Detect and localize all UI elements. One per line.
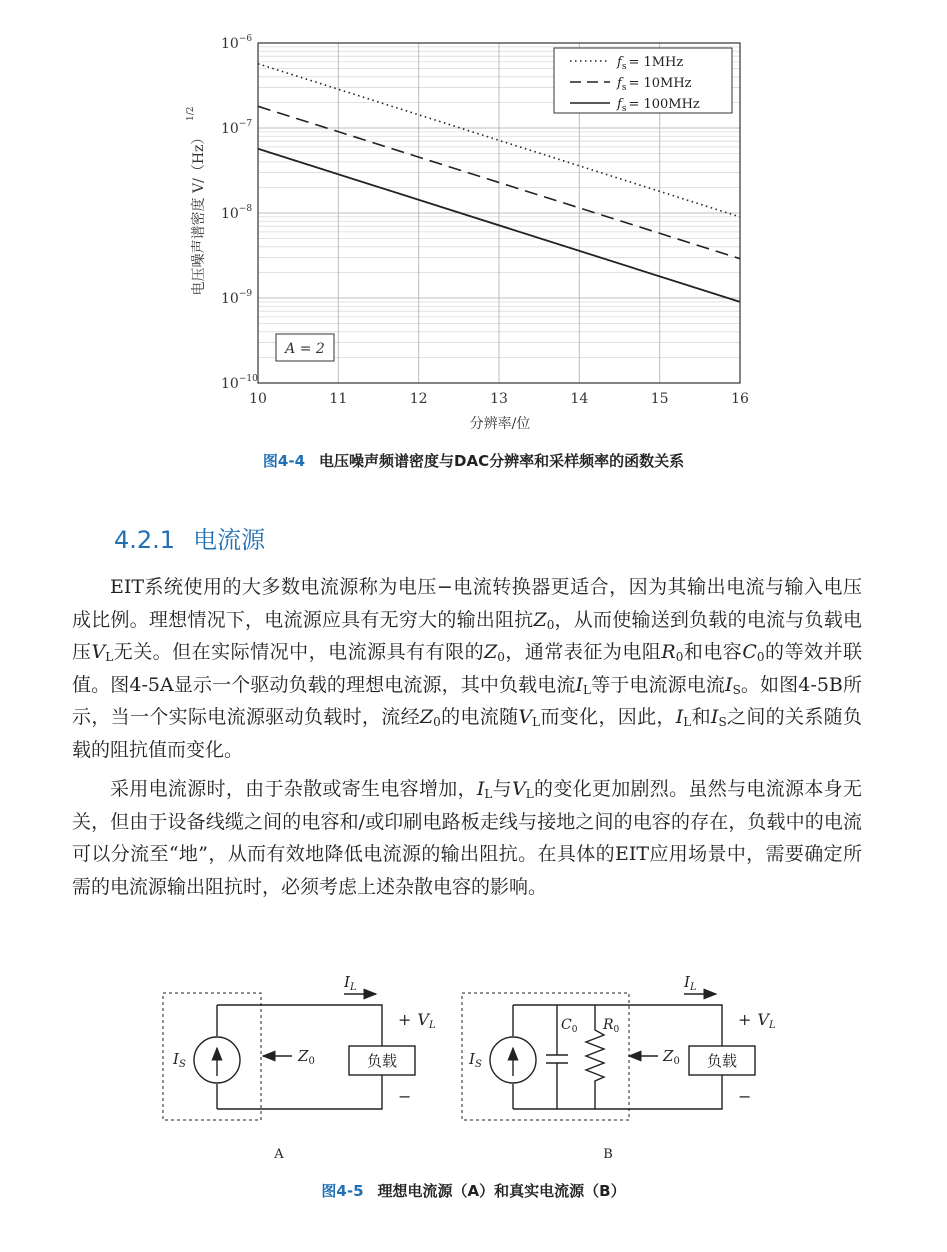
symbol: I <box>575 673 584 696</box>
text-run: 无关。但在实际情况中，电流源具有有限的 <box>113 641 485 664</box>
y-tick-labels <box>221 34 258 392</box>
symbol: C <box>742 641 757 664</box>
figure-4-5-number: 图4-5 <box>321 1182 364 1200</box>
vl-subscript: L <box>768 1020 776 1031</box>
y-axis-label: 电压噪声谱密度 V/（Hz） <box>191 130 207 296</box>
text-run: EIT系统使用的大多数电流源称为电压−电流转换器更适合，因为其输出电流与输入电压成比例。理想情况下，电流源应具有无穷大的输出阻抗 <box>72 576 862 631</box>
il-symbol: I <box>684 973 690 991</box>
subscript: L <box>525 787 534 801</box>
is-label-a <box>172 1050 186 1070</box>
x-tick-label: 16 <box>731 391 749 407</box>
is-subscript: S <box>178 1059 186 1070</box>
section-heading <box>114 520 265 555</box>
vl-label-b <box>738 1010 776 1031</box>
y-tick-label: $10^{-6}$ <box>221 34 253 52</box>
vl-subscript: L <box>428 1020 436 1031</box>
text-run: 之间的关系随负载的阻抗值而变化。 <box>72 706 862 761</box>
y-tick-label: $10^{-7}$ <box>221 119 253 137</box>
subscript: 0 <box>546 617 555 632</box>
text-run: 而变化，因此， <box>540 706 676 729</box>
c0-subscript: 0 <box>571 1025 578 1035</box>
y-tick-label: $10^{-8}$ <box>221 204 253 222</box>
z0-subscript: 0 <box>308 1056 315 1067</box>
paragraph-1 <box>72 571 862 767</box>
il-subscript: L <box>689 982 697 993</box>
il-subscript: L <box>349 982 357 993</box>
text-run: 的等效并联值。图4-5A显示一个驱动负载的理想电流源，其中负载电流 <box>72 641 862 696</box>
c0-label <box>561 1017 578 1035</box>
z0-symbol: Z <box>663 1047 674 1065</box>
x-tick-label: 13 <box>490 391 508 407</box>
text-run: 和 <box>691 706 711 729</box>
paragraph-2 <box>72 773 862 903</box>
x-axis-label: 分辨率/位 <box>469 416 531 432</box>
annotation-text: A = 2 <box>285 341 325 357</box>
symbol: I <box>476 778 485 800</box>
legend-label-2: $f_s = 10MHz$ <box>617 76 692 93</box>
subscript: 0 <box>433 715 441 730</box>
circuit-a-labels <box>172 973 436 1162</box>
r0-symbol: R <box>603 1017 614 1033</box>
section-number: 4.2.1 <box>114 526 176 554</box>
subscript: L <box>532 715 541 730</box>
symbol: Z <box>533 608 547 631</box>
annotation-a <box>276 334 334 361</box>
minus-label-a: − <box>398 1087 412 1106</box>
subscript: 0 <box>675 650 684 665</box>
wire-bottom-b <box>513 1075 722 1109</box>
panel-b-label: B <box>603 1147 613 1162</box>
noise-density-chart <box>0 0 947 440</box>
y-tick-label: $10^{-10}$ <box>221 374 258 392</box>
r0-subscript: 0 <box>613 1025 620 1035</box>
resistor-r0 <box>586 1005 604 1109</box>
z0-subscript: 0 <box>673 1056 680 1067</box>
figure-4-4-caption <box>0 450 947 471</box>
vl-symbol: V <box>417 1010 429 1029</box>
subscript: L <box>583 682 592 697</box>
symbol: Z <box>484 641 498 664</box>
plus-sign: + <box>398 1010 412 1029</box>
x-tick-labels <box>249 391 749 407</box>
subscript: L <box>683 715 692 730</box>
chart-legend <box>554 48 732 114</box>
legend-label-1: $f_s = 1MHz$ <box>617 55 684 72</box>
vl-symbol: V <box>757 1010 769 1029</box>
symbol: I <box>710 706 719 729</box>
text-run: 和电容 <box>683 641 743 664</box>
vl-label-a <box>398 1010 436 1031</box>
text-run: 等于电流源电流 <box>591 673 726 696</box>
source-boundary-b <box>462 993 629 1120</box>
text-run: ，从而使输送到负载的电流与负载电压 <box>72 608 862 664</box>
il-symbol: I <box>344 973 350 991</box>
current-source-circuits <box>0 960 947 1170</box>
panel-a-label: A <box>274 1147 284 1162</box>
z0-label-b <box>662 1047 680 1067</box>
symbol: I <box>675 706 684 729</box>
z0-label-a <box>297 1047 315 1067</box>
symbol: V <box>91 641 106 664</box>
subscript: S <box>732 682 741 697</box>
il-label-b <box>683 973 697 993</box>
text-run: 。如图4-5B所示，当一个实际电流源驱动负载时，流经 <box>72 673 862 729</box>
is-subscript: S <box>474 1059 482 1070</box>
figure-4-5-caption-text: 理想电流源（A）和真实电流源（B） <box>377 1182 626 1200</box>
is-label-b <box>468 1050 482 1070</box>
text-run: 的变化更加剧烈。虽然与电流源本身无关，但由于设备线缆之间的电容和/或印刷电路板走线与接地之间的电容的存在，负载中的电流可以分流至“地”，从而有效地降低电流源的输出阻抗。在具体的EIT应用场景中，需要确定所需的电流源输出阻抗时，必须考虑上述杂散电容的影响。 <box>72 778 862 898</box>
y-tick-label: $10^{-9}$ <box>221 289 253 307</box>
text-run: ，通常表征为电阻 <box>504 641 662 664</box>
load-label-a: 负载 <box>366 1052 398 1070</box>
wire-top-a <box>217 1005 382 1046</box>
subscript: 0 <box>497 650 505 665</box>
figure-4-5-caption <box>0 1180 947 1201</box>
x-tick-label: 14 <box>570 391 589 407</box>
minus-label-b: − <box>738 1087 752 1106</box>
plus-sign: + <box>738 1010 752 1029</box>
z0-symbol: Z <box>298 1047 309 1065</box>
legend-label-3: $f_s = 100MHz$ <box>617 97 700 114</box>
symbol: Z <box>419 706 434 729</box>
load-label-b: 负载 <box>706 1052 738 1070</box>
subscript: L <box>105 650 114 665</box>
circuit-b-labels <box>468 973 776 1162</box>
is-symbol: I <box>173 1050 179 1068</box>
x-tick-label: 10 <box>249 391 267 407</box>
x-tick-label: 15 <box>650 391 669 407</box>
symbol: V <box>518 706 533 729</box>
figure-4-4-number: 图4-4 <box>262 452 306 470</box>
subscript: S <box>718 715 727 730</box>
subscript: 0 <box>756 650 765 665</box>
symbol: R <box>661 641 676 664</box>
c0-symbol: C <box>561 1017 572 1033</box>
text-run: 与 <box>492 778 512 800</box>
figure-4-4-caption-text: 电压噪声频谱密度与DAC分辨率和采样频率的函数关系 <box>319 452 685 470</box>
symbol: I <box>725 673 733 696</box>
x-tick-label: 12 <box>409 391 428 407</box>
is-symbol: I <box>469 1050 475 1068</box>
subscript: L <box>484 787 493 801</box>
wire-bottom-a <box>217 1075 382 1109</box>
text-run: 的电流随 <box>440 706 519 729</box>
y-axis-label-group <box>186 107 207 296</box>
x-tick-label: 11 <box>329 391 348 407</box>
section-title: 电流源 <box>193 526 266 554</box>
il-label-a <box>343 973 357 993</box>
r0-label <box>602 1017 620 1035</box>
y-axis-label-exponent: 1/2 <box>186 106 196 121</box>
text-run: 采用电流源时，由于杂散或寄生电容增加， <box>110 778 477 800</box>
symbol: V <box>512 778 526 800</box>
